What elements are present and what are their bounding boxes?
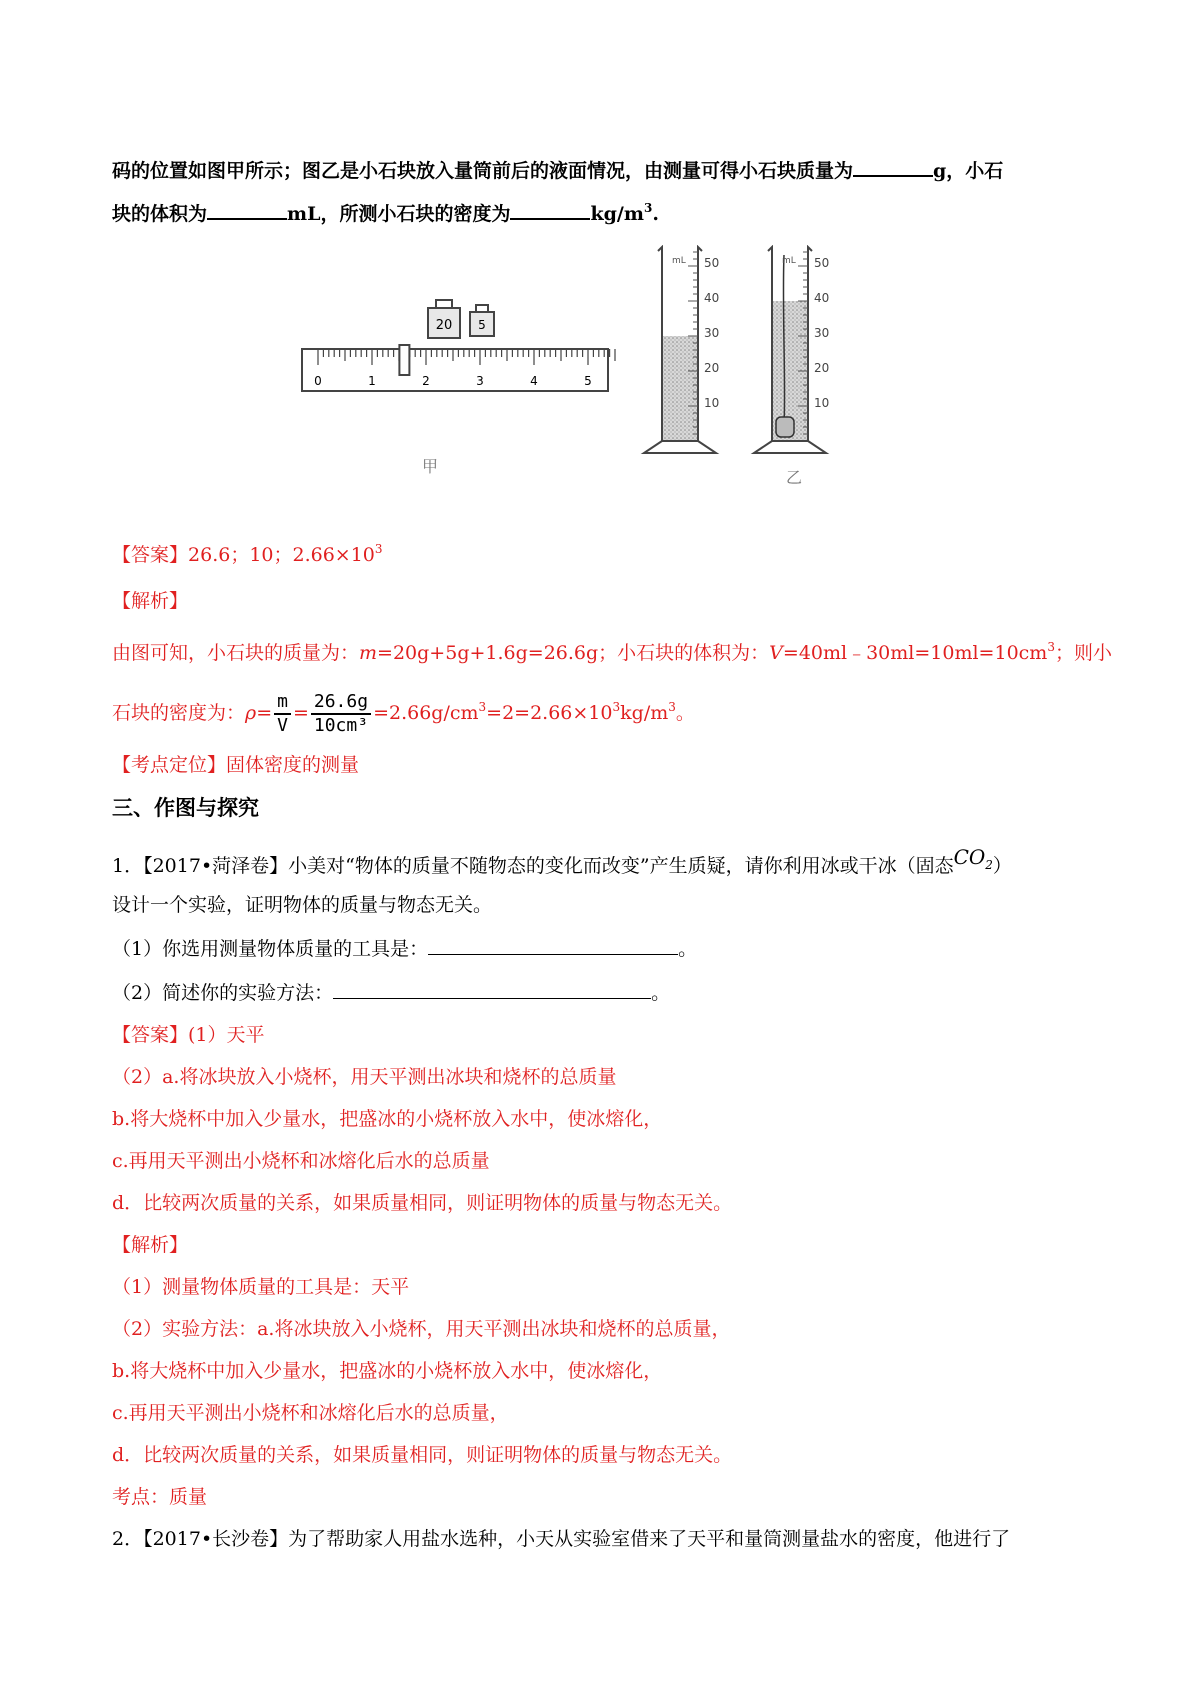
stone [776,417,794,437]
question-intro-line-1: 码的位置如图甲所示；图乙是小石块放入量筒前后的液面情况，由测量可得小石块质量为 g，小石 [112,157,1003,184]
scale-label-0: 0 [314,374,322,388]
fraction-values: $\frac{26.6g}{\text{10cm³}}$ [311,691,371,737]
analysis-2-line-5: d．比较两次质量的关系，如果质量相同，则证明物体的质量与物态无关。 [112,1444,733,1466]
analysis-1-line-1: 由图可知，小石块的质量为：m=20g+5g+1.6g=26.6g；小石块的体积为：$V=40ml﹣30ml=10ml=10cm^3$；则小 [112,640,1112,664]
scale-label-2: 2 [422,374,430,388]
scale-label-1: 1 [368,374,376,388]
analysis-2-line-3: b.将大烧杯中加入少量水，把盛冰的小烧杯放入水中，使冰熔化， [112,1360,663,1382]
cyl-right-40: 40 [814,291,830,305]
q1-sub-1: （1）你选用测量物体质量的工具是： 。 [112,938,698,960]
question-intro-line-2: 块的体积为 mL，所测小石块的密度为 $kg/m^3$. [112,201,659,225]
q1-line-1: 1．【2017•菏泽卷】小美对“物体的质量不随物态的变化而改变”产生质疑，请你利用冰或干冰（固态$CO_2$） [112,845,1012,877]
analysis-2-line-4: c.再用天平测出小烧杯和冰熔化后水的总质量， [112,1402,509,1424]
density-blank [510,200,590,220]
cyl-right-50: 50 [814,256,830,270]
scale-label-5: 5 [584,374,592,388]
section-heading: 三、作图与探究 [112,796,259,820]
scale-label-3: 3 [476,374,484,388]
cyl-left-40: 40 [704,291,720,305]
cyl-left-20: 20 [704,361,720,375]
kaodian-2: 考点：质量 [112,1486,208,1508]
balance-rider [399,345,409,375]
answer-2-line-3: b.将大烧杯中加入少量水，把盛冰的小烧杯放入水中，使冰熔化， [112,1108,663,1130]
figure-caption-yi: 乙 [785,468,803,487]
scale-label-4: 4 [530,374,538,388]
co2-formula: $CO_2$ [953,845,993,872]
weight-5g [470,305,494,336]
fraction-m-over-v: $\frac{m}{V}$ [274,691,291,737]
volume-blank [207,200,287,220]
analysis-1-line-2: 石块的密度为：ρ= $\frac{m}{V}$ = $\frac{26.6g}{\text{10cm³}}$ $=2.66g/cm^3=2=2.66\times 10^3kg/m^3$。 [112,691,695,736]
mass-blank [853,157,933,177]
balance-scale [302,345,615,391]
cyl-left-10: 10 [704,396,720,410]
weight-20g-label: 20 [435,318,453,333]
method-blank [333,982,651,999]
cylinder-after [754,247,829,453]
kaodian-1: 【考点定位】固体密度的测量 [112,754,360,776]
q2-line-1: 2．【2017•长沙卷】为了帮助家人用盐水选种，小天从实验室借来了天平和量筒测量盐水的密度，他进行了 [112,1528,1011,1550]
answer-2-line-5: d．比较两次质量的关系，如果质量相同，则证明物体的质量与物态无关。 [112,1192,733,1214]
analysis-2-line-2: （2）实验方法：a.将冰块放入小烧杯，用天平测出冰块和烧杯的总质量， [112,1318,731,1340]
answer-2-line-4: c.再用天平测出小烧杯和冰熔化后水的总质量 [112,1150,490,1172]
q1-line-2: 设计一个实验，证明物体的质量与物态无关。 [112,894,493,916]
weight-5g-label: 5 [478,318,486,332]
answer-1: 【答案】26.6；10；$2.66\times 10^3$ [112,542,383,566]
cyl-right-20: 20 [814,361,830,375]
answer-2-line-2: （2）a.将冰块放入小烧杯，用天平测出冰块和烧杯的总质量 [112,1066,617,1088]
analysis-1-tag: 【解析】 [112,590,189,612]
cylinder-before [644,247,719,453]
experiment-figure [300,245,880,525]
analysis-2-tag: 【解析】 [112,1234,189,1256]
cyl-left-30: 30 [704,326,720,340]
cyl-left-50: 50 [704,256,720,270]
figure-caption-jia: 甲 [421,457,439,476]
q1-sub-2: （2）简述你的实验方法： 。 [112,982,671,1004]
cyl-right-30: 30 [814,326,830,340]
analysis-2-line-1: （1）测量物体质量的工具是：天平 [112,1276,410,1298]
weight-20g [428,300,460,338]
cyl-right-10: 10 [814,396,830,410]
answer-2-line-1: 【答案】(1）天平 [112,1024,265,1046]
cylinder-right-unit: mL [782,256,796,266]
tool-blank [428,938,678,955]
cylinder-left-unit: mL [672,256,686,266]
